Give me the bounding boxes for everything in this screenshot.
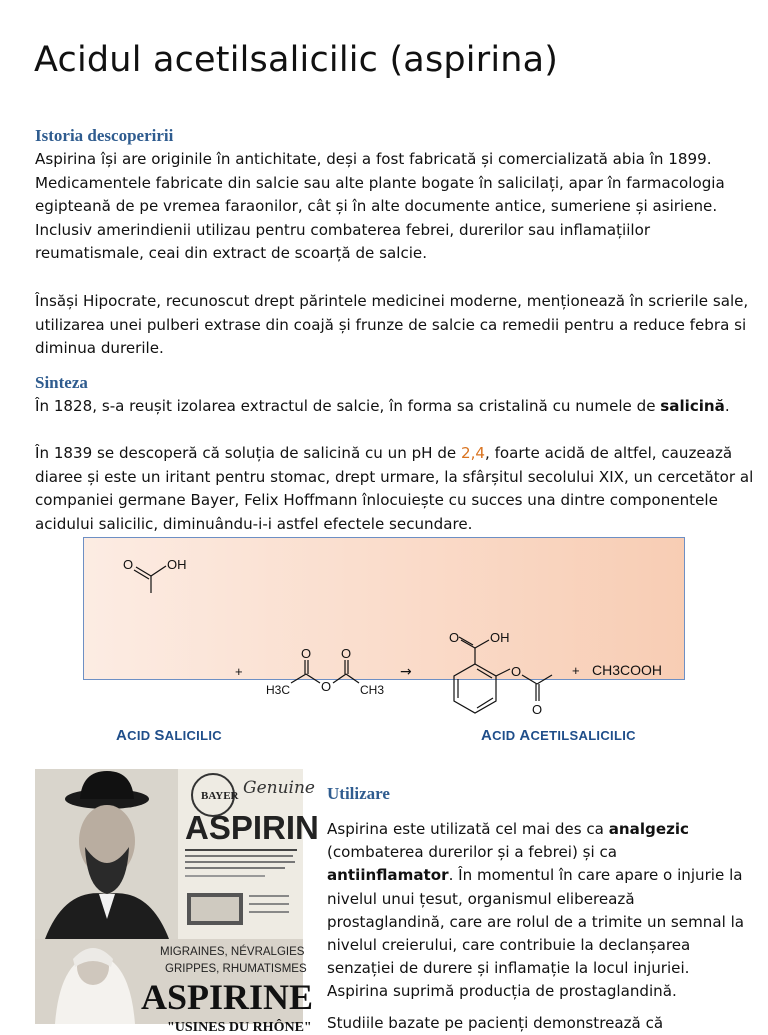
synthesis-paragraph-1 <box>35 395 760 419</box>
asa-o-label-2: O <box>511 664 522 679</box>
poster-genuine-text: Genuine <box>243 778 315 798</box>
use-text-1: Aspirina este utilizată cel mai des ca <box>327 820 609 838</box>
page-title: Acidul acetilsalicilic (aspirina) <box>34 40 559 80</box>
poster-aspirin-text: ASPIRIN <box>185 809 319 846</box>
anhydride-o-bridge: O <box>321 679 332 694</box>
poster-aspirine-text: ASPIRINE <box>141 977 314 1017</box>
poster-usines-text: "USINES DU RHÔNE" <box>167 1020 312 1035</box>
label-acetylsalicylic-acid: ACID ACETILSALICILIC <box>481 727 636 744</box>
synthesis-paragraph-2 <box>35 442 760 536</box>
history-paragraph-1: Aspirina își are originile în antichitate, deși a fost fabricată și comercializată abia în 1899. Medicamentele fabricate din salcie sau alte plante bogate în salicilați, apar în farmacologia egipteană de pe vremea faraonilor, cât și în alte documente antice, sumeriene și asiriene. Inclusiv amerindienii utilizau pentru combaterea febrei, durerilor sau inflamațiilor reumatismale, ceai din extract de scoarță de salcie. <box>35 150 725 262</box>
poster-grippes-text: GRIPPES, RHUMATISMES <box>165 963 307 975</box>
antiinflammatory-term: antiinflamator <box>327 866 449 885</box>
aspirin-vintage-poster <box>35 769 319 1035</box>
salicin-term: salicină <box>660 397 725 415</box>
synthesis-p2-end: , foarte acidă de altfel, cauzează diaree și este un iritant pentru stomac, drept urmare, la sfârșitul secolului XIX, un cercetător al companiei germane Bayer, Felix Hoffmann înlocuiește cu succes una dintre componentele acidului salicilic, diminuându-i-i astfel efectele secundare. <box>35 444 754 533</box>
use-text-2: (combaterea durerilor și a febrei) și ca <box>327 843 618 862</box>
acetic-o-label: O <box>123 557 134 572</box>
poster-bayer-text: BAYER <box>201 790 239 802</box>
asa-o-label-3: O <box>532 702 543 717</box>
history-heading: Istoria descoperirii <box>35 126 174 145</box>
h3c-label: H3C <box>266 683 291 697</box>
synthesis-p1-text: În 1828, s-a reușit izolarea extractul de salcie, în forma sa cristalină cu numele de <box>35 397 661 415</box>
ph-value: 2,4 <box>460 444 485 462</box>
ch3-label: CH3 <box>360 683 385 697</box>
anhydride-o-top-2: O <box>341 646 352 661</box>
asa-o-label-1: O <box>449 630 460 645</box>
reaction-diagram <box>83 537 685 680</box>
poster-migraines-text: MIGRAINES, NÉVRALGIES <box>160 946 305 958</box>
plus-sign-2: + <box>572 663 580 678</box>
use-paragraph-2: Studiile bazate pe pacienți demonstrează că <box>327 1014 664 1032</box>
analgesic-term: analgezic <box>608 820 689 838</box>
use-paragraph-1 <box>327 818 747 1004</box>
reaction-arrow-icon: → <box>400 664 412 680</box>
synthesis-p2-text: În 1839 se descoperă că soluția de salicină cu un pH de <box>35 444 461 462</box>
asa-oh-label: OH <box>490 630 510 645</box>
plus-sign-1: + <box>235 664 243 679</box>
anhydride-o-top-1: O <box>301 646 312 661</box>
label-salicylic-acid: ACID SALICILIC <box>116 727 222 744</box>
acetic-acid-formula: CH3COOH <box>592 662 663 678</box>
synthesis-p1-end: . <box>724 397 730 415</box>
synthesis-heading: Sinteza <box>35 373 88 392</box>
acetic-oh-label: OH <box>167 557 187 572</box>
use-text-3: . În momentul în care apare o injurie la nivelul unui țesut, organismul eliberează prostaglandină, care are rolul de a trimite un semnal la nivelul creierului, care contribuie la declanșarea senzației de durere și inflamație la locul injuriei. Aspirina suprimă producția de prostaglandină. <box>327 866 745 1001</box>
poster-image <box>35 769 319 1035</box>
history-paragraph-2: Însăși Hipocrate, recunoscut drept părintele medicinei moderne, menționează în scrierile sale, utilizarea unei pulberi extrase din coajă și frunze de salcie ca remedii pentru a reduce febra si diminua durerile. <box>35 292 749 357</box>
use-heading: Utilizare <box>327 784 390 803</box>
